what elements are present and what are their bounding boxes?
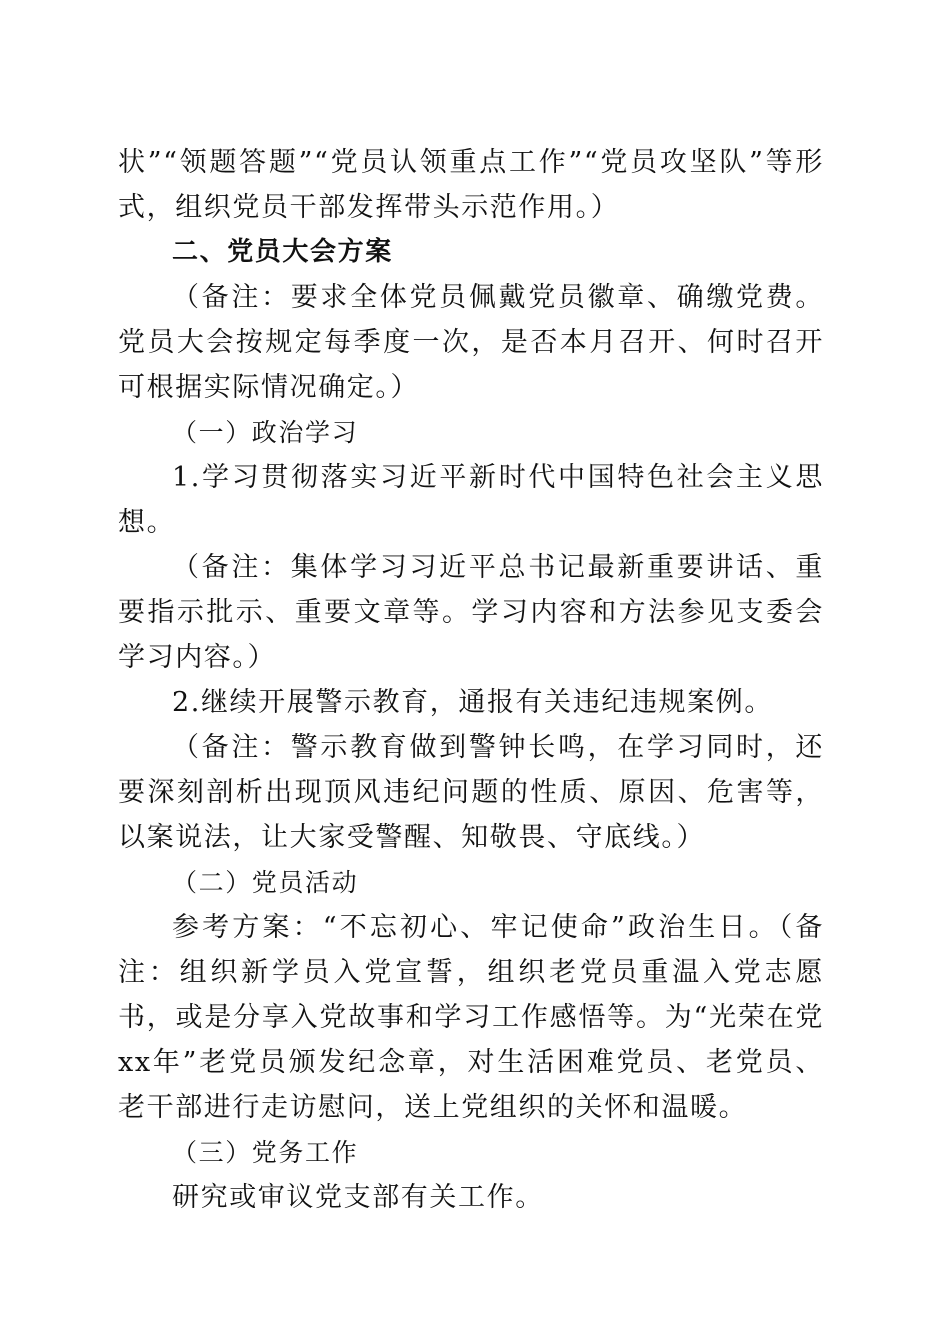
continuation-paragraph: 状”“领题答题”“党员认领重点工作”“党员攻坚队”等形式，组织党员干部发挥带头示范作用。）	[118, 147, 824, 223]
subheading-political-study: （一）政治学习	[172, 418, 359, 447]
subheading-party-work: （三）党务工作	[172, 1138, 359, 1167]
study-item-1: 1.学习贯彻落实习近平新时代中国特色社会主义思想。	[118, 462, 824, 538]
study-item-2-note: （备注：警示教育做到警钟长鸣，在学习同时，还要深刻剖析出现顶风违纪问题的性质、原因、危害等，以案说法，让大家受警醒、知敬畏、守底线。）	[118, 732, 824, 853]
document-body	[118, 140, 824, 1220]
study-item-2: 2.继续开展警示教育，通报有关违纪违规案例。	[172, 687, 773, 718]
study-item-1-note: （备注：集体学习习近平总书记最新重要讲话、重要指示批示、重要文章等。学习内容和方法参见支委会学习内容。）	[118, 552, 824, 673]
section-heading-meeting-plan: 二、党员大会方案	[172, 237, 393, 267]
activity-paragraph: 参考方案：“不忘初心、牢记使命”政治生日。（备注：组织新学员入党宣誓，组织老党员重温入党志愿书，或是分享入党故事和学习工作感悟等。为“光荣在党xx年”老党员颁发纪念章，对生活困难党员、老党员、老干部进行走访慰问，送上党组织的关怀和温暖。	[118, 912, 824, 1123]
section-note-paragraph: （备注：要求全体党员佩戴党员徽章、确缴党费。党员大会按规定每季度一次，是否本月召开、何时召开可根据实际情况确定。）	[118, 282, 824, 403]
party-work-paragraph: 研究或审议党支部有关工作。	[172, 1182, 544, 1213]
subheading-member-activity: （二）党员活动	[172, 868, 359, 897]
